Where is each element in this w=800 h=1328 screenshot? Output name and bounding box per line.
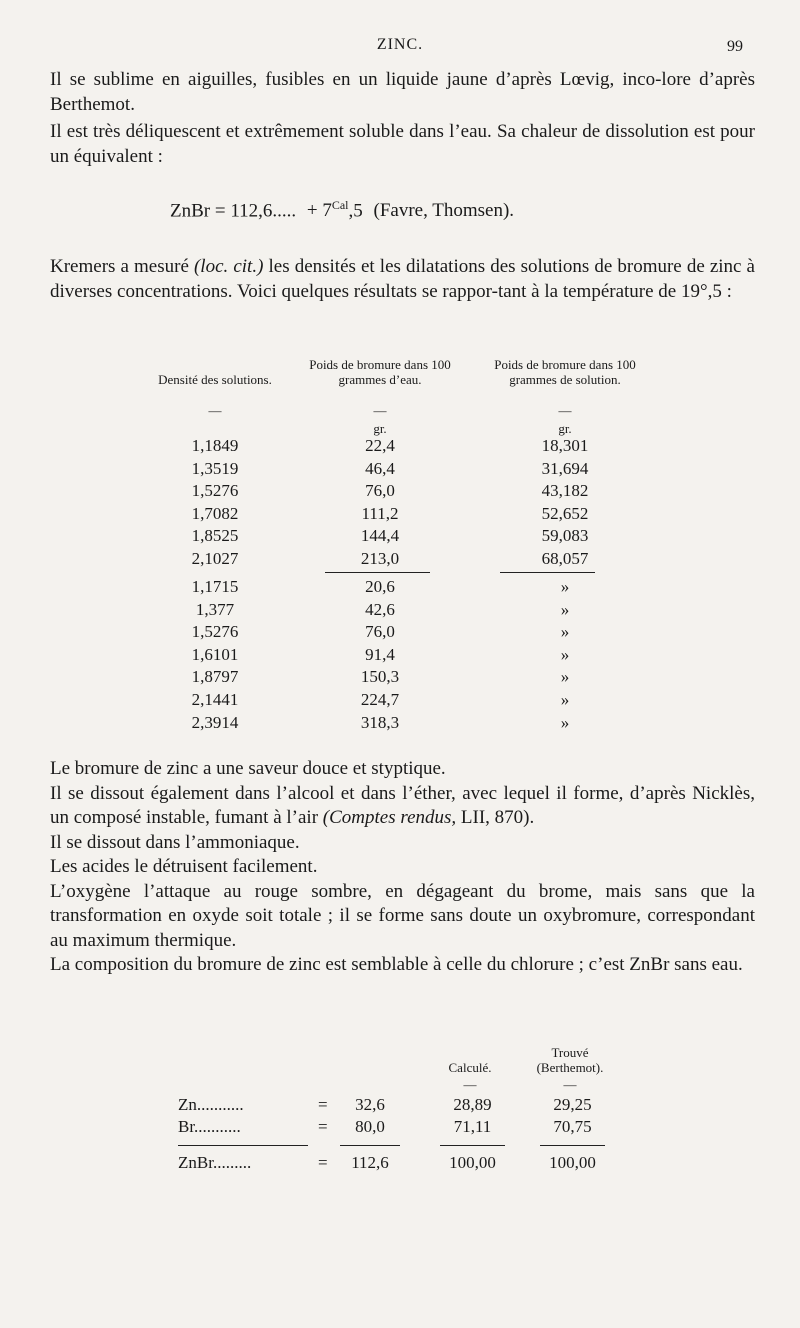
paragraph-composition: La composition du bromure de zinc est semblable à celle du chlorure ; c’est ZnBr sans eau. bbox=[50, 954, 743, 975]
table-rule bbox=[500, 572, 595, 573]
column-header-trouve: Trouvé (Berthemot). bbox=[536, 1045, 604, 1075]
alcohol-text: Il se dissout également dans l’alcool et dans l’éther, avec lequel il forme, d’après Nicklès, un composé instable, fumant à l’air bbox=[50, 782, 755, 828]
table-rule bbox=[340, 1145, 400, 1146]
header-dash: — bbox=[208, 403, 222, 418]
cell-per-solution: » bbox=[560, 644, 570, 664]
composition-label: Br........... bbox=[178, 1117, 241, 1136]
paragraph-acids: Les acides le détruisent facilement. bbox=[50, 856, 318, 877]
paragraph-text: Il est très déliquescent et extrêmement soluble dans l’eau. Sa chaleur de dissolution est pour un équivalent : bbox=[50, 121, 755, 167]
column-header-per-water: Poids de bromure dans 100 grammes d’eau. bbox=[309, 357, 451, 387]
cell-density: 1,3519 bbox=[191, 458, 239, 478]
cell-per-water: 111,2 bbox=[361, 503, 399, 523]
cell-per-water: 224,7 bbox=[360, 690, 400, 709]
composition-label: Zn........... bbox=[178, 1095, 244, 1114]
composition-calc: 28,89 bbox=[453, 1095, 492, 1114]
column-header-density: Densité des solutions. bbox=[158, 372, 272, 387]
unit-label: gr. bbox=[373, 421, 387, 436]
total-eq: = bbox=[318, 1153, 328, 1172]
paragraph-ammonia: Il se dissout dans l’ammoniaque. bbox=[50, 831, 300, 853]
cell-density: 1,5276 bbox=[191, 481, 239, 501]
cell-density: 1,8797 bbox=[191, 667, 239, 687]
header-dash: — bbox=[558, 403, 572, 418]
kremers-text-before: Kremers a mesuré bbox=[50, 256, 194, 277]
column-header-per-solution: Poids de bromure dans 100 grammes de solution. bbox=[494, 357, 636, 387]
paragraph-text: Il se sublime en aiguilles, fusibles en un liquide jaune d’après Lœvig, inco-lore d’après Berthemot. bbox=[50, 69, 755, 115]
cell-per-water: 22,4 bbox=[365, 436, 395, 455]
kremers-text-after: les densités et les dilatations des solutions de bromure de zinc à diverses concentrations. Voici quelques résultats se rappor-tant à la température de 19°,5 : bbox=[50, 256, 755, 302]
cell-density: 1,377 bbox=[195, 599, 235, 619]
header-dash: — bbox=[463, 1077, 477, 1092]
cell-per-solution: » bbox=[560, 667, 570, 687]
formula-unit: Cal bbox=[331, 198, 349, 212]
cell-per-solution: » bbox=[560, 599, 570, 619]
composition-eq: = bbox=[318, 1117, 328, 1136]
composition-eq: = bbox=[318, 1095, 328, 1114]
alcohol-text-end: LII, 870). bbox=[456, 807, 535, 828]
formula-lhs: ZnBr = 112,6..... bbox=[170, 200, 297, 222]
cell-per-water: 91,4 bbox=[365, 644, 395, 664]
cell-per-water: 42,6 bbox=[365, 599, 395, 619]
cell-density: 1,7082 bbox=[191, 503, 239, 523]
composition-value: 80,0 bbox=[355, 1117, 385, 1136]
cell-per-water: 76,0 bbox=[365, 622, 395, 642]
cell-density: 1,6101 bbox=[191, 644, 239, 664]
unit-label: gr. bbox=[558, 421, 572, 436]
cell-per-solution: » bbox=[560, 577, 570, 596]
table-rule bbox=[540, 1145, 605, 1146]
cell-density: 1,1715 bbox=[191, 577, 239, 596]
paragraph-kremers bbox=[50, 255, 755, 304]
cell-per-water: 46,4 bbox=[365, 458, 395, 478]
heat-of-dissolution-formula bbox=[170, 198, 514, 222]
composition-found: 70,75 bbox=[553, 1117, 592, 1136]
cell-per-water: 150,3 bbox=[360, 667, 400, 687]
composition-value: 32,6 bbox=[355, 1095, 385, 1114]
cell-per-solution: 59,083 bbox=[541, 526, 589, 546]
composition-found: 29,25 bbox=[553, 1095, 592, 1114]
formula-plus: + 7 bbox=[306, 200, 332, 222]
composition-calc: 71,11 bbox=[453, 1117, 492, 1136]
paragraph-sublimation bbox=[50, 68, 755, 117]
total-found: 100,00 bbox=[549, 1153, 596, 1172]
cell-density: 2,1027 bbox=[191, 549, 239, 568]
cell-density: 1,5276 bbox=[191, 622, 239, 642]
header-dash: — bbox=[563, 1077, 577, 1092]
cell-density: 2,1441 bbox=[191, 690, 239, 709]
paragraph-taste: Le bromure de zinc a une saveur douce et styptique. bbox=[50, 758, 446, 779]
table-rule bbox=[440, 1145, 505, 1146]
cell-density: 2,3914 bbox=[191, 712, 239, 732]
paragraph-oxygen: L’oxygène l’attaque au rouge sombre, en dégageant du brome, mais sans que la transformation en oxyde soit totale ; il se forme sans doute un oxybromure, correspondant au maximum thermique. bbox=[50, 880, 755, 951]
paragraphs-properties bbox=[50, 757, 755, 978]
cell-per-water: 318,3 bbox=[360, 712, 400, 732]
cell-per-water: 20,6 bbox=[365, 577, 395, 596]
header-dash: — bbox=[373, 403, 387, 418]
column-header-calcule: Calculé. bbox=[448, 1060, 492, 1075]
formula-reference: (Favre, Thomsen). bbox=[373, 200, 515, 222]
paragraph-alcohol bbox=[50, 782, 755, 831]
page-number: 99 bbox=[727, 38, 743, 55]
total-calc: 100,00 bbox=[449, 1153, 496, 1172]
running-header-title: ZINC. bbox=[376, 36, 424, 53]
cell-per-water: 144,4 bbox=[360, 526, 400, 546]
kremers-citation: (loc. cit.) bbox=[193, 256, 264, 277]
formula-value: ,5 bbox=[348, 200, 363, 222]
table-rule bbox=[178, 1145, 308, 1146]
cell-per-water: 213,0 bbox=[360, 549, 400, 568]
cell-per-solution: 31,694 bbox=[541, 458, 589, 478]
cell-per-solution: » bbox=[560, 690, 570, 709]
cell-per-solution: 18,301 bbox=[541, 436, 589, 455]
cell-per-solution: 68,057 bbox=[541, 549, 589, 568]
paragraph-solubility bbox=[50, 120, 755, 169]
total-label: ZnBr......... bbox=[178, 1153, 252, 1172]
cell-per-water: 76,0 bbox=[365, 481, 395, 501]
comptes-rendus-citation: (Comptes rendus, bbox=[322, 807, 457, 828]
cell-density: 1,8525 bbox=[191, 526, 239, 546]
cell-per-solution: 43,182 bbox=[541, 481, 589, 501]
cell-per-solution: 52,652 bbox=[541, 503, 589, 523]
cell-per-solution: » bbox=[560, 622, 570, 642]
cell-per-solution: » bbox=[560, 712, 570, 732]
table-rule bbox=[325, 572, 430, 573]
cell-density: 1,1849 bbox=[191, 436, 239, 455]
total-value: 112,6 bbox=[351, 1153, 389, 1172]
